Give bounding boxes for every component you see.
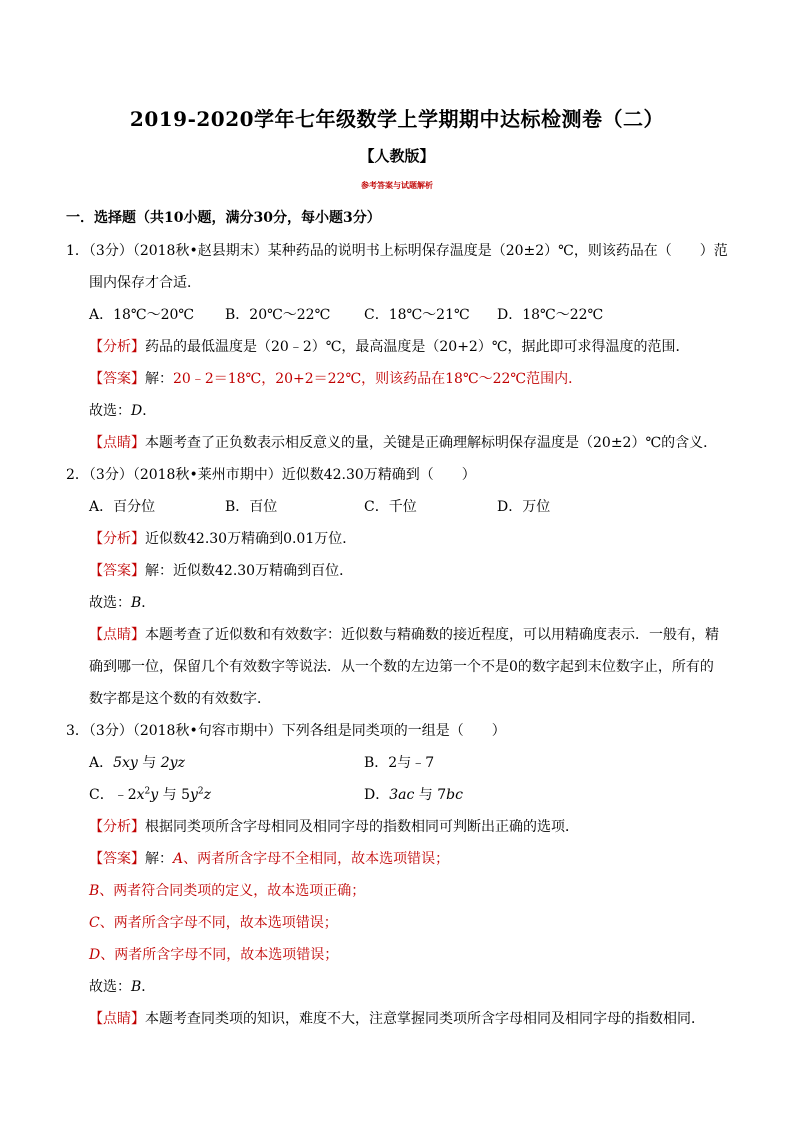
q2-choice-suffix: ． <box>141 595 156 611</box>
q1-choice-prefix: 故选： <box>89 403 131 419</box>
answer-analysis-label: 参考答案与试题解析 <box>361 180 433 190</box>
q3-option-a-label: A． <box>89 755 114 771</box>
q3-answer-prefix: 解： <box>145 851 173 867</box>
q3-option-d-term-2: bc <box>446 787 463 803</box>
answer-tag: 【答案】 <box>89 563 145 579</box>
page-title: 2019-2020学年七年级数学上学期期中达标检测卷（二） <box>129 107 665 131</box>
q3-option-b: B．2与﹣7 <box>364 755 435 771</box>
q3-answer-c-text: 、两者所含字母不同，故本选项错误； <box>99 915 338 931</box>
q3-choice <box>89 976 753 996</box>
q3-option-a-term-1: 5xy <box>113 755 138 771</box>
q1-comment-text: 本题考查了正负数表示相反意义的量，关键是正确理解标明保存温度是（20±2）℃的含义． <box>145 435 718 451</box>
q3-choice-letter: B <box>131 979 142 995</box>
q3-answer-letter-b: B <box>89 883 100 899</box>
analysis-tag: 【分析】 <box>89 531 145 547</box>
section-heading: 一．选择题（共10小题，满分30分，每小题3分） <box>66 210 381 226</box>
q1-stem-line-1: 1．（3分）（2018秋•赵县期末）某种药品的说明书上标明保存温度是（20±2）℃，则该药品在（ ）范 <box>66 243 728 259</box>
q3-comment <box>89 1008 753 1028</box>
q1-stem-line-2: 围内保存才合适． <box>89 275 201 291</box>
q3-option-d-term-1: 3ac <box>389 787 415 803</box>
q3-answer-line-b <box>89 880 753 900</box>
edition-label: 【人教版】 <box>359 147 435 165</box>
comment-tag: 【点睛】 <box>89 435 145 451</box>
q3-answer-letter-a: A <box>173 851 184 867</box>
q2-option-c: C．千位 <box>364 499 417 515</box>
q2-analysis-text: 近似数42.30万精确到0.01万位． <box>145 531 357 547</box>
q2-option-b: B．百位 <box>225 499 278 515</box>
q1-answer-text: 20﹣2＝18℃，20+2＝22℃，则该药品在18℃～22℃范围内． <box>173 371 583 387</box>
q3-option-d-connector: 与 7 <box>414 787 447 803</box>
q1-comment <box>89 432 753 452</box>
q2-comment-line-2: 确到哪一位，保留几个有效数字等说法．从一个数的左边第一个不是0的数字起到末位数字止，所有的 <box>89 659 714 675</box>
q2-answer <box>89 560 753 580</box>
q3-option-c <box>89 784 211 804</box>
analysis-tag: 【分析】 <box>89 339 145 355</box>
q1-choice-suffix: ． <box>142 403 157 419</box>
q1-analysis <box>89 336 753 356</box>
q3-choice-prefix: 故选： <box>89 979 131 995</box>
q3-answer-line-d <box>89 944 753 964</box>
q1-analysis-text: 药品的最低温度是（20﹣2）℃，最高温度是（20+2）℃，据此即可求得温度的范围． <box>145 339 690 355</box>
q3-analysis-text: 根据同类项所含字母相同及相同字母的指数相同可判断出正确的选项． <box>145 819 579 835</box>
comment-tag: 【点睛】 <box>89 627 145 643</box>
comment-tag: 【点睛】 <box>89 1011 145 1027</box>
q3-answer-letter-c: C <box>89 915 100 931</box>
q3-option-d-label: D． <box>364 787 390 803</box>
q2-analysis <box>89 528 753 548</box>
q3-answer <box>89 848 753 868</box>
q2-answer-text: 解：近似数42.30万精确到百位． <box>145 563 354 579</box>
q2-stem: 2．（3分）（2018秋•莱州市期中）近似数42.30万精确到（ ） <box>66 467 476 483</box>
q3-answer-letter-d: D <box>89 947 101 963</box>
q2-option-a: A．百分位 <box>89 499 156 515</box>
q3-comment-text: 本题考查同类项的知识，难度不大，注意掌握同类项所含字母相同及相同字母的指数相同． <box>145 1011 705 1027</box>
analysis-tag: 【分析】 <box>89 819 145 835</box>
q2-comment-text-1: 本题考查了近似数和有效数字：近似数与精确数的接近程度，可以用精确度表示．一般有，精 <box>145 627 719 643</box>
q3-option-d <box>364 784 463 804</box>
q3-stem: 3．（3分）（2018秋•句容市期中）下列各组是同类项的一组是（ ） <box>66 723 506 739</box>
q2-choice-letter: B <box>131 595 142 611</box>
q3-option-c-var-y: y <box>150 787 159 803</box>
q3-answer-a-text: 、两者所含字母不全相同，故本选项错误； <box>183 851 450 867</box>
q3-answer-line-c <box>89 912 753 932</box>
q2-comment-line-3: 数字都是这个数的有效数字． <box>89 691 271 707</box>
q3-answer-b-text: 、两者符合同类项的定义，故本选项正确； <box>99 883 366 899</box>
q3-option-c-label: C．﹣2 <box>89 787 137 803</box>
q3-option-a <box>89 752 185 772</box>
q2-comment-line-1 <box>89 624 753 644</box>
q1-option-c: C．18℃～21℃ <box>364 307 470 323</box>
q1-choice <box>89 400 753 420</box>
q3-option-c-var-z: z <box>203 787 212 803</box>
q3-option-c-var-x: x <box>136 787 145 803</box>
q1-option-b: B．20℃～22℃ <box>225 307 331 323</box>
q1-answer-prefix: 解： <box>145 371 173 387</box>
q3-option-a-connector: 与 <box>137 755 161 771</box>
q1-answer <box>89 368 753 388</box>
answer-tag: 【答案】 <box>89 371 145 387</box>
q3-answer-d-text: 、两者所含字母不同，故本选项错误； <box>100 947 339 963</box>
q3-option-c-var-y2: y <box>190 787 198 803</box>
q2-choice <box>89 592 753 612</box>
q2-option-d: D．万位 <box>497 499 551 515</box>
q1-choice-letter: D <box>131 403 143 419</box>
answer-tag: 【答案】 <box>89 851 145 867</box>
q3-analysis <box>89 816 753 836</box>
q3-option-c-connector: 与 5 <box>158 787 190 803</box>
q2-choice-prefix: 故选： <box>89 595 131 611</box>
q1-option-a: A．18℃～20℃ <box>89 307 195 323</box>
q1-option-d: D．18℃～22℃ <box>497 307 604 323</box>
q3-option-c-exponent-2: 2 <box>197 786 204 797</box>
q3-option-a-term-2: 2yz <box>160 755 185 771</box>
q3-option-c-exponent-1: 2 <box>144 786 151 797</box>
q3-choice-suffix: ． <box>141 979 156 995</box>
